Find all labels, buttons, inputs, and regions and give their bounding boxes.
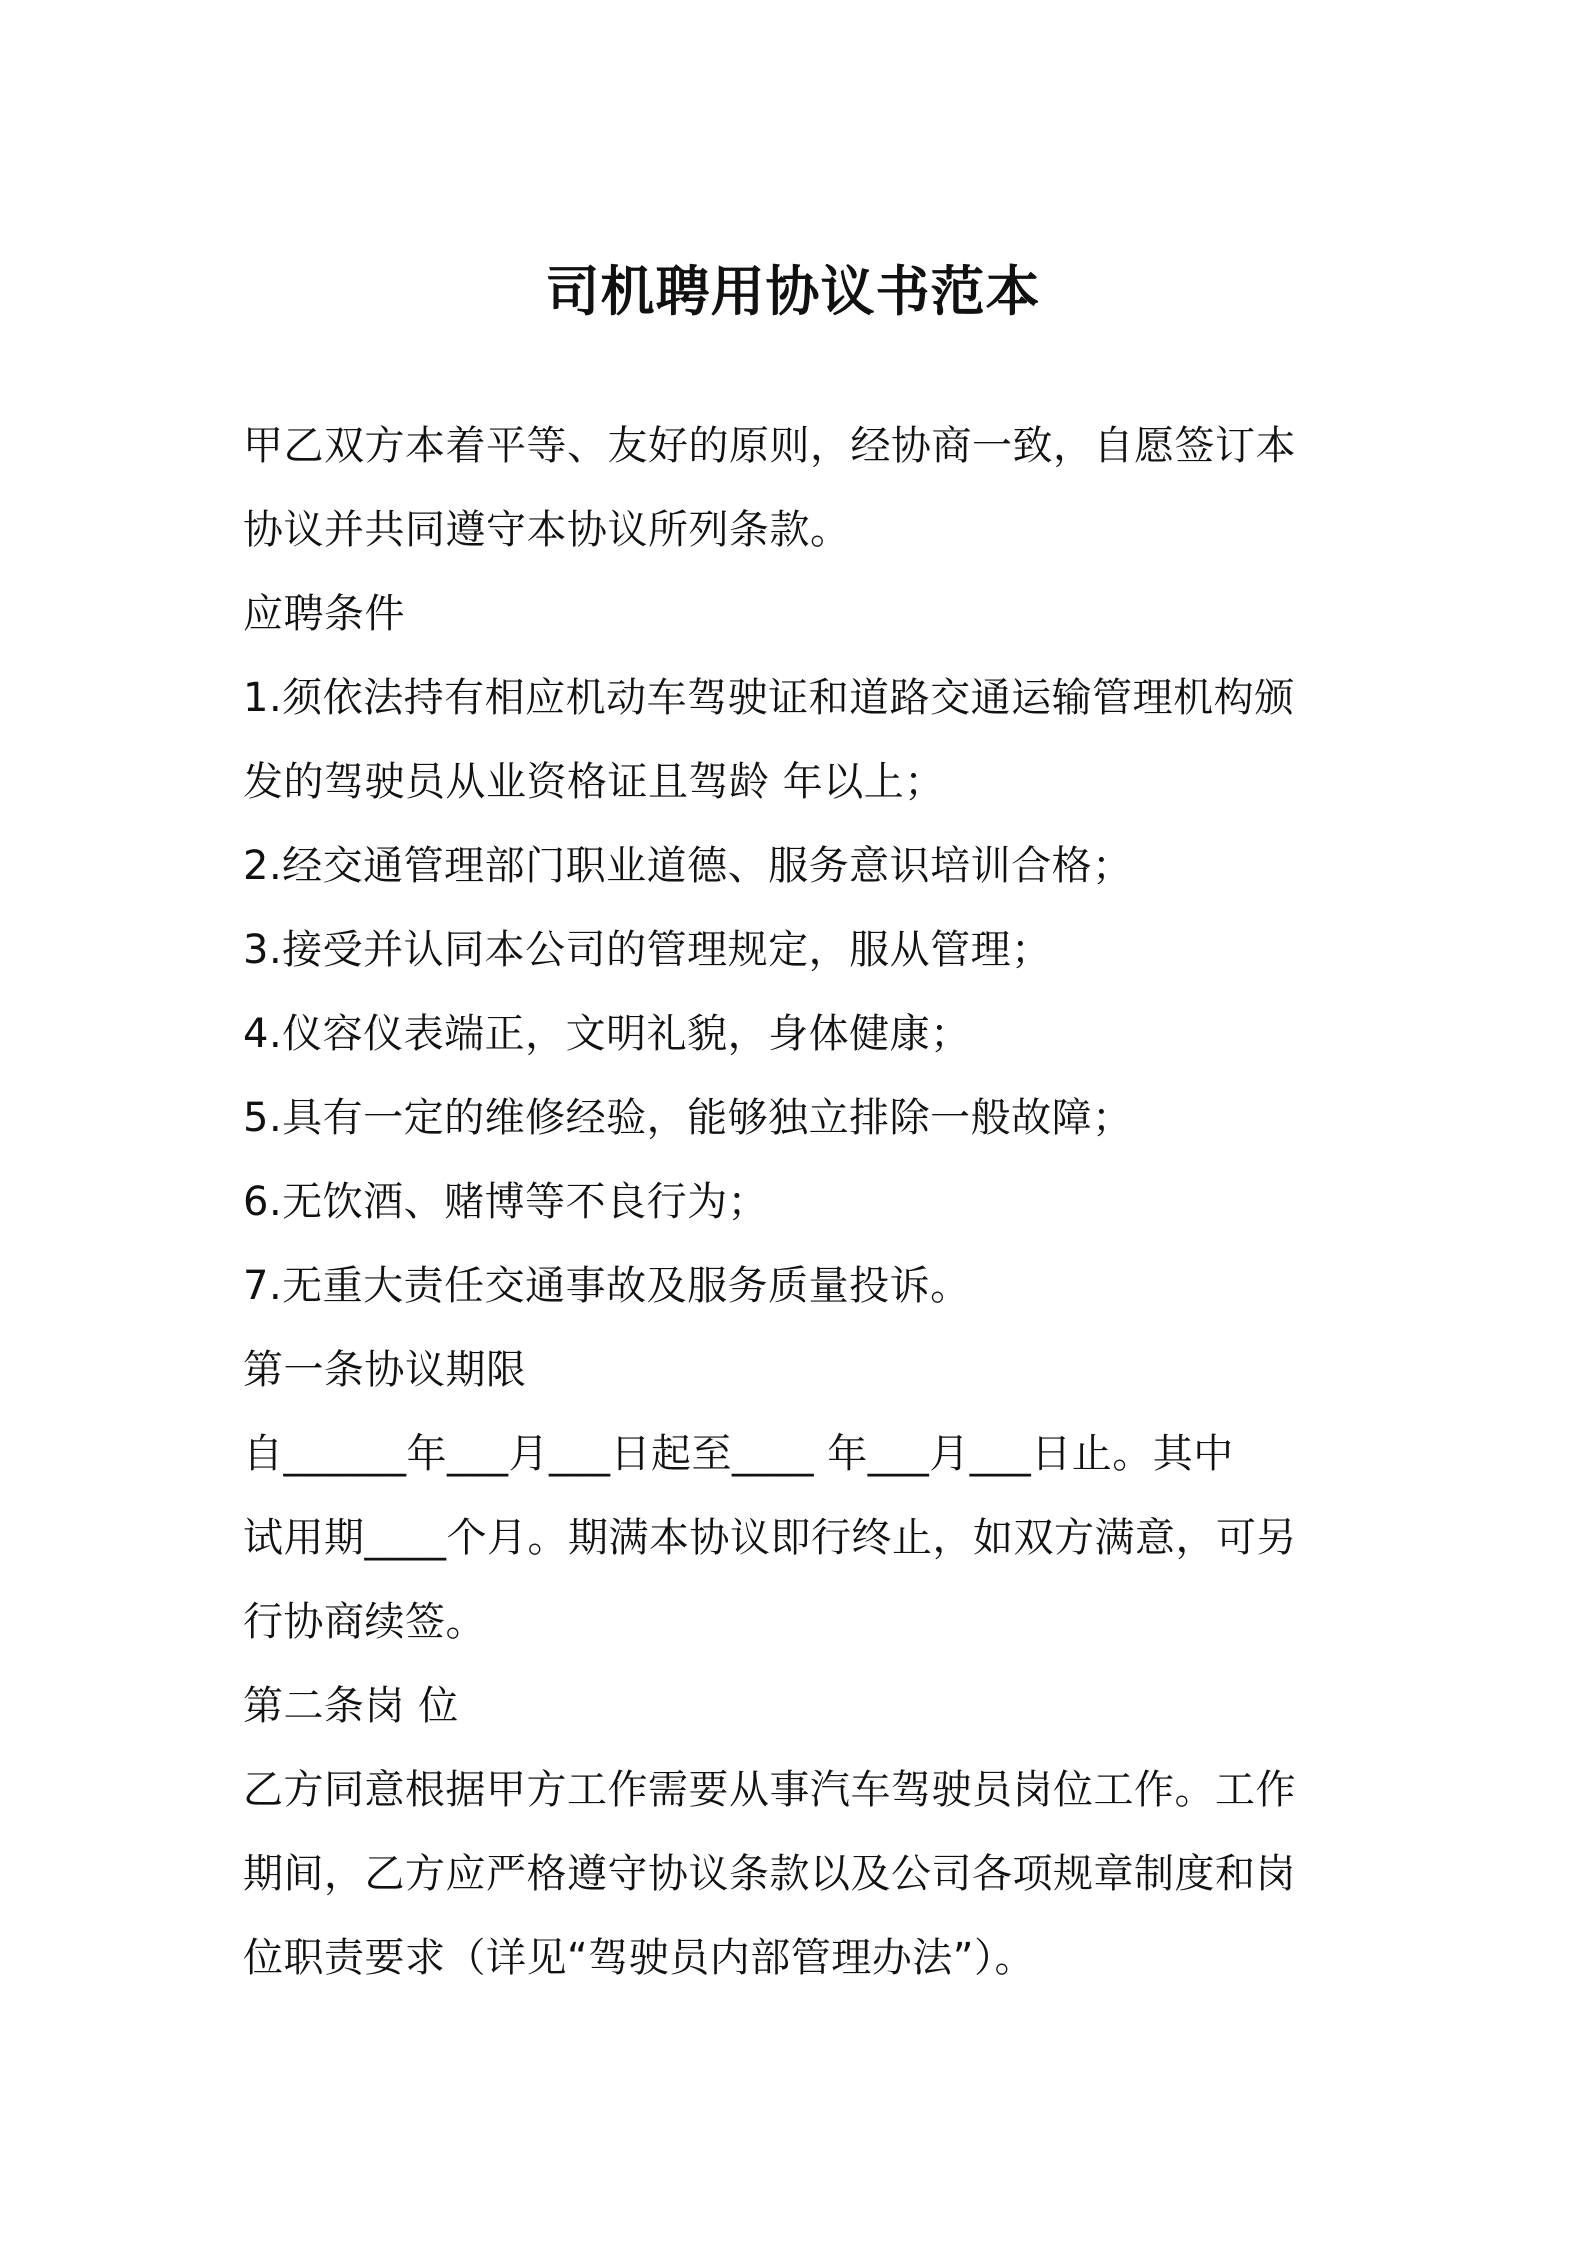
paragraph-line: 协议并共同遵守本协议所列条款。 [243, 507, 851, 553]
document-body [243, 404, 1363, 2000]
paragraph-line: 行协商续签。 [243, 1599, 486, 1645]
document-title: 司机聘用协议书范本 [545, 260, 1041, 323]
section-heading: 第二条岗 位 [243, 1683, 459, 1729]
list-item: 2.经交通管理部门职业道德、服务意识培训合格； [243, 843, 1133, 889]
section-heading: 第一条协议期限 [243, 1347, 527, 1393]
list-item: 发的驾驶员从业资格证且驾龄 年以上； [243, 759, 945, 805]
paragraph-line: 期间，乙方应严格遵守协议条款以及公司各项规章制度和岗 [243, 1851, 1296, 1897]
paragraph-line: 试用期____个月。期满本协议即行终止，如双方满意，可另 [243, 1515, 1297, 1561]
paragraph-line: 乙方同意根据甲方工作需要从事汽车驾驶员岗位工作。工作 [243, 1767, 1296, 1813]
list-item: 3.接受并认同本公司的管理规定，服从管理； [243, 927, 1052, 973]
list-item: 5.具有一定的维修经验，能够独立排除一般故障； [243, 1095, 1133, 1141]
list-item: 1.须依法持有相应机动车驾驶证和道路交通运输管理机构颁 [243, 675, 1295, 721]
section-heading: 应聘条件 [243, 591, 405, 637]
paragraph-line: 自______年___月___日起至____ 年___月___日止。其中 [243, 1431, 1234, 1477]
paragraph-line: 甲乙双方本着平等、友好的原则，经协商一致，自愿签订本 [243, 423, 1296, 469]
paragraph-line: 位职责要求（详见“驾驶员内部管理办法”）。 [243, 1935, 1035, 1981]
list-item: 7.无重大责任交通事故及服务质量投诉。 [243, 1263, 971, 1309]
list-item: 6.无饮酒、赌博等不良行为； [243, 1179, 769, 1225]
list-item: 4.仪容仪表端正，文明礼貌，身体健康； [243, 1011, 971, 1057]
